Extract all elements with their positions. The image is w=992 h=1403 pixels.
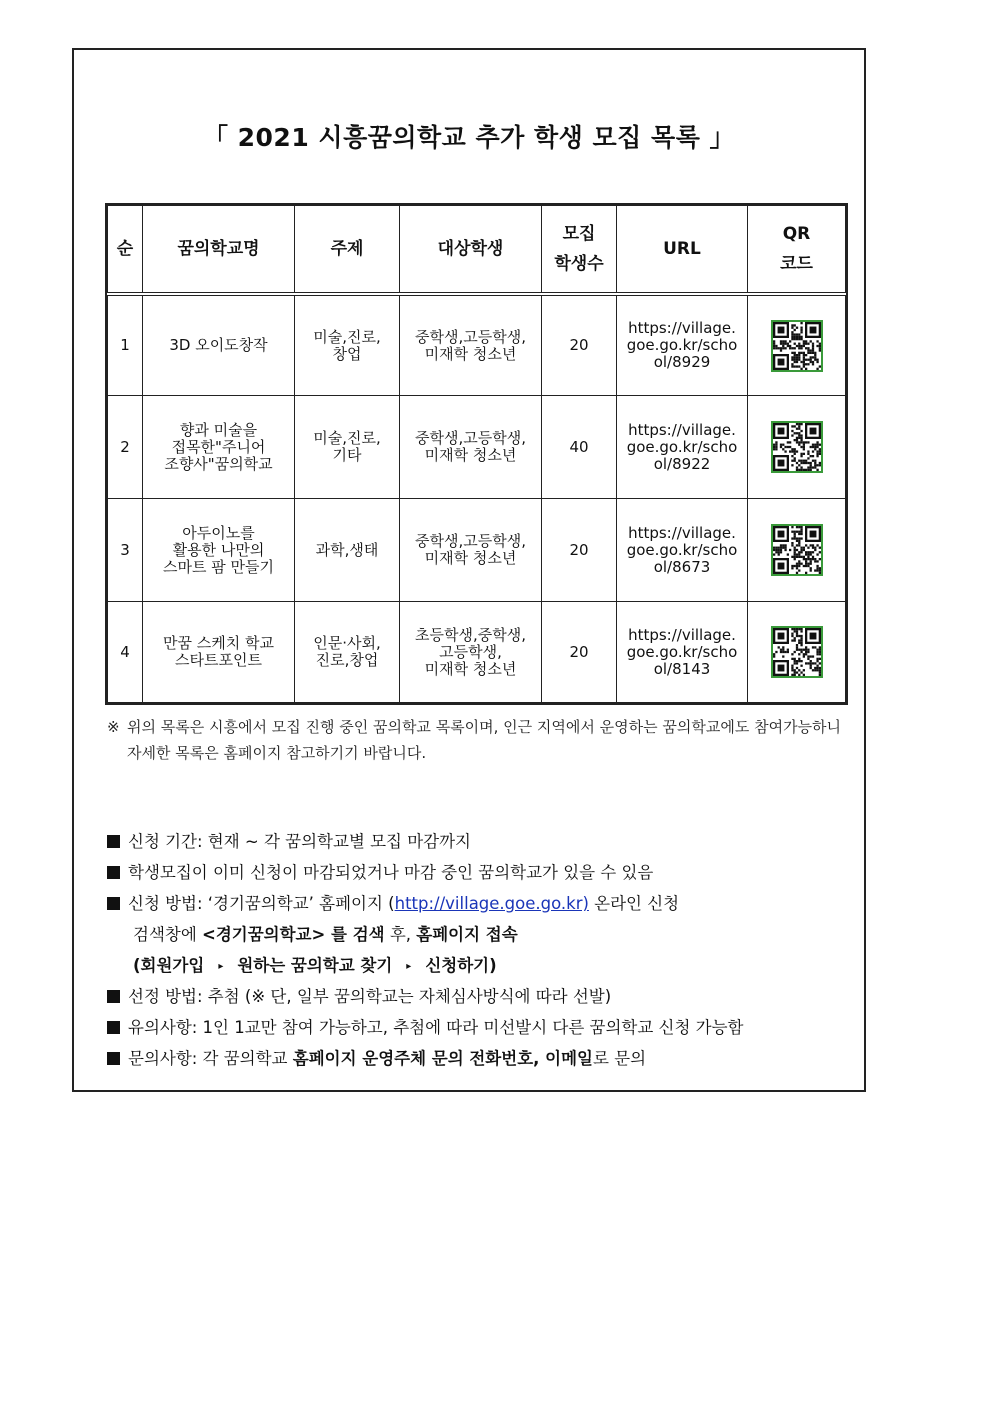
- cell-url: https://village. goe.go.kr/scho ol/8143: [617, 602, 748, 703]
- table-row: [108, 294, 846, 396]
- header-no: 순: [108, 206, 143, 295]
- info-search: 검색창에 <경기꿈의학교> 를 검색 후, 홈페이지 접속: [133, 925, 518, 944]
- cell-count: 40: [542, 396, 617, 499]
- square-bullet-icon: [107, 990, 120, 1003]
- recruit-table: [107, 205, 846, 703]
- info-contact: 문의사항: 각 꿈의학교 홈페이지 운영주체 문의 전화번호, 이메일로 문의: [107, 1043, 847, 1074]
- cell-school: 아두이노를 활용한 나만의 스마트 팜 만들기: [143, 499, 295, 602]
- cell-topic: 미술,진로, 창업: [295, 294, 400, 396]
- square-bullet-icon: [107, 897, 120, 910]
- cell-no: 2: [108, 396, 143, 499]
- header-topic: 주제: [295, 206, 400, 295]
- homepage-link[interactable]: http://village.goe.go.kr): [394, 894, 589, 913]
- arrow-right-icon: ▸: [218, 961, 224, 972]
- cell-school: 향과 미술을 접목한"주니어 조향사"꿈의학교: [143, 396, 295, 499]
- cell-qr: [748, 294, 846, 396]
- cell-no: 1: [108, 294, 143, 396]
- cell-school: 만꿈 스케치 학교 스타트포인트: [143, 602, 295, 703]
- header-url: URL: [617, 206, 748, 295]
- info-caution: 유의사항: 1인 1교만 참여 가능하고, 추첨에 따라 미선발시 다른 꿈의학교 신청 가능함: [107, 1012, 847, 1043]
- cell-target: 중학생,고등학생, 미재학 청소년: [400, 294, 542, 396]
- arrow-right-icon: ▸: [406, 961, 412, 972]
- cell-topic: 과학,생태: [295, 499, 400, 602]
- header-count: 모집 학생수: [542, 206, 617, 295]
- cell-qr: [748, 396, 846, 499]
- info-steps: (회원가입 ▸ 원하는 꿈의학교 찾기 ▸ 신청하기): [133, 956, 497, 975]
- cell-count: 20: [542, 294, 617, 396]
- cell-topic: 미술,진로, 기타: [295, 396, 400, 499]
- cell-no: 3: [108, 499, 143, 602]
- cell-target: 초등학생,중학생, 고등학생, 미재학 청소년: [400, 602, 542, 703]
- qr-code-icon[interactable]: [771, 421, 823, 473]
- table-row: [108, 396, 846, 499]
- table-header-row: [108, 206, 846, 295]
- header-target: 대상학생: [400, 206, 542, 295]
- cell-qr: [748, 499, 846, 602]
- cell-count: 20: [542, 499, 617, 602]
- info-closing: 학생모집이 이미 신청이 마감되었거나 마감 중인 꿈의학교가 있을 수 있음: [107, 857, 847, 888]
- note-text: 위의 목록은 시흥에서 모집 진행 중인 꿈의학교 목록이며, 인근 지역에서 운영하는 꿈의학교에도 참여가능하니 자세한 목록은 홈페이지 참고하기기 바랍니다.: [127, 718, 842, 762]
- cell-count: 20: [542, 602, 617, 703]
- note: [107, 714, 847, 766]
- note-mark: ※: [107, 718, 120, 736]
- qr-code-icon[interactable]: [771, 320, 823, 372]
- cell-target: 중학생,고등학생, 미재학 청소년: [400, 396, 542, 499]
- cell-no: 4: [108, 602, 143, 703]
- qr-code-icon[interactable]: [771, 626, 823, 678]
- square-bullet-icon: [107, 866, 120, 879]
- square-bullet-icon: [107, 1052, 120, 1065]
- cell-url: https://village. goe.go.kr/scho ol/8673: [617, 499, 748, 602]
- square-bullet-icon: [107, 1021, 120, 1034]
- cell-url: https://village. goe.go.kr/scho ol/8929: [617, 294, 748, 396]
- cell-qr: [748, 602, 846, 703]
- info-period: 신청 기간: 현재 ~ 각 꿈의학교별 모집 마감까지: [107, 826, 847, 857]
- cell-target: 중학생,고등학생, 미재학 청소년: [400, 499, 542, 602]
- cell-topic: 인문·사회, 진로,창업: [295, 602, 400, 703]
- cell-url: https://village. goe.go.kr/scho ol/8922: [617, 396, 748, 499]
- table-row: [108, 499, 846, 602]
- header-qr: QR 코드: [748, 206, 846, 295]
- header-school: 꿈의학교명: [143, 206, 295, 295]
- qr-code-icon[interactable]: [771, 524, 823, 576]
- info-selection: 선정 방법: 추첨 (※ 단, 일부 꿈의학교는 자체심사방식에 따라 선발): [107, 981, 847, 1012]
- info-method: 신청 방법: ‘경기꿈의학교’ 홈페이지 (http://village.goe.go.kr) 온라인 신청: [107, 888, 847, 919]
- table-row: [108, 602, 846, 703]
- square-bullet-icon: [107, 835, 120, 848]
- page-title: 「 2021 시흥꿈의학교 추가 학생 모집 목록 」: [202, 123, 736, 152]
- info-list: [107, 826, 847, 1074]
- cell-school: 3D 오이도창작: [143, 294, 295, 396]
